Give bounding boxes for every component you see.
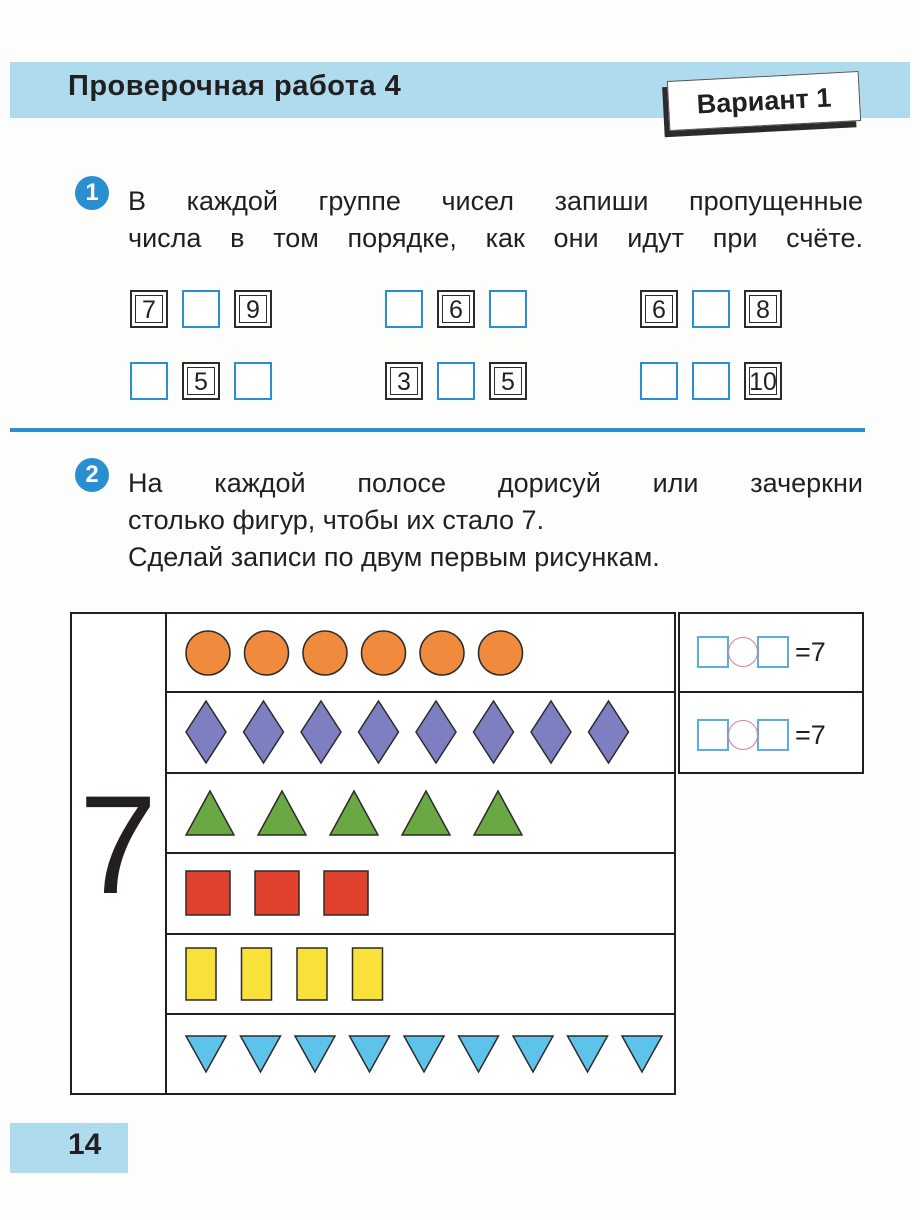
row-divider — [165, 772, 676, 774]
task-1-line-1: В каждой группе чисел запиши пропущенные — [128, 186, 863, 216]
answer-box[interactable] — [757, 636, 789, 668]
equation-row-1 — [697, 634, 826, 670]
number-box[interactable] — [692, 290, 730, 328]
number-box[interactable] — [130, 362, 168, 400]
task-1-badge: 1 — [75, 176, 109, 210]
number-box[interactable]: 3 — [385, 362, 423, 400]
number-group-3 — [640, 290, 782, 328]
number-box[interactable] — [385, 290, 423, 328]
number-box[interactable]: 5 — [489, 362, 527, 400]
number-box[interactable] — [437, 362, 475, 400]
number-group-6 — [640, 362, 782, 400]
page-number: 14 — [68, 1128, 102, 1161]
task-2-line-3: Сделай записи по двум первым рисункам. — [128, 542, 660, 572]
task-1-line-2: числа в том порядке, как они идут при счёте. — [128, 223, 863, 253]
number-group-1 — [130, 290, 272, 328]
row-divider — [165, 933, 676, 935]
number-box[interactable]: 9 — [234, 290, 272, 328]
number-box[interactable]: 10 — [744, 362, 782, 400]
row-divider — [165, 1013, 676, 1015]
equation-result: =7 — [795, 636, 826, 667]
number-group-5 — [385, 362, 527, 400]
number-box[interactable] — [234, 362, 272, 400]
page-title: Проверочная работа 4 — [68, 70, 402, 102]
answer-box[interactable] — [697, 719, 729, 751]
number-box[interactable] — [489, 290, 527, 328]
number-group-4 — [130, 362, 272, 400]
task-1-text — [128, 183, 863, 257]
sign-circle[interactable] — [728, 637, 758, 667]
row-divider — [165, 852, 676, 854]
equation-row-2 — [697, 717, 826, 753]
number-box[interactable]: 6 — [437, 290, 475, 328]
variant-label: Вариант 1 — [667, 71, 861, 131]
number-box[interactable] — [692, 362, 730, 400]
number-box[interactable]: 7 — [130, 290, 168, 328]
answer-box[interactable] — [697, 636, 729, 668]
target-number: 7 — [79, 766, 157, 923]
task-2-text — [128, 465, 863, 576]
number-box[interactable] — [182, 290, 220, 328]
section-divider — [10, 428, 865, 432]
number-box[interactable]: 5 — [182, 362, 220, 400]
row-divider — [165, 691, 676, 693]
number-box[interactable]: 8 — [744, 290, 782, 328]
task-2-line-1: На каждой полосе дорисуй или зачеркни — [128, 468, 863, 498]
answer-box[interactable] — [757, 719, 789, 751]
equation-result: =7 — [795, 719, 826, 750]
number-box[interactable] — [640, 362, 678, 400]
task-2-line-2: столько фигур, чтобы их стало 7. — [128, 505, 545, 535]
sign-circle[interactable] — [728, 720, 758, 750]
task-2-badge: 2 — [75, 458, 109, 492]
number-group-2 — [385, 290, 527, 328]
number-box[interactable]: 6 — [640, 290, 678, 328]
equations-divider — [678, 691, 864, 693]
